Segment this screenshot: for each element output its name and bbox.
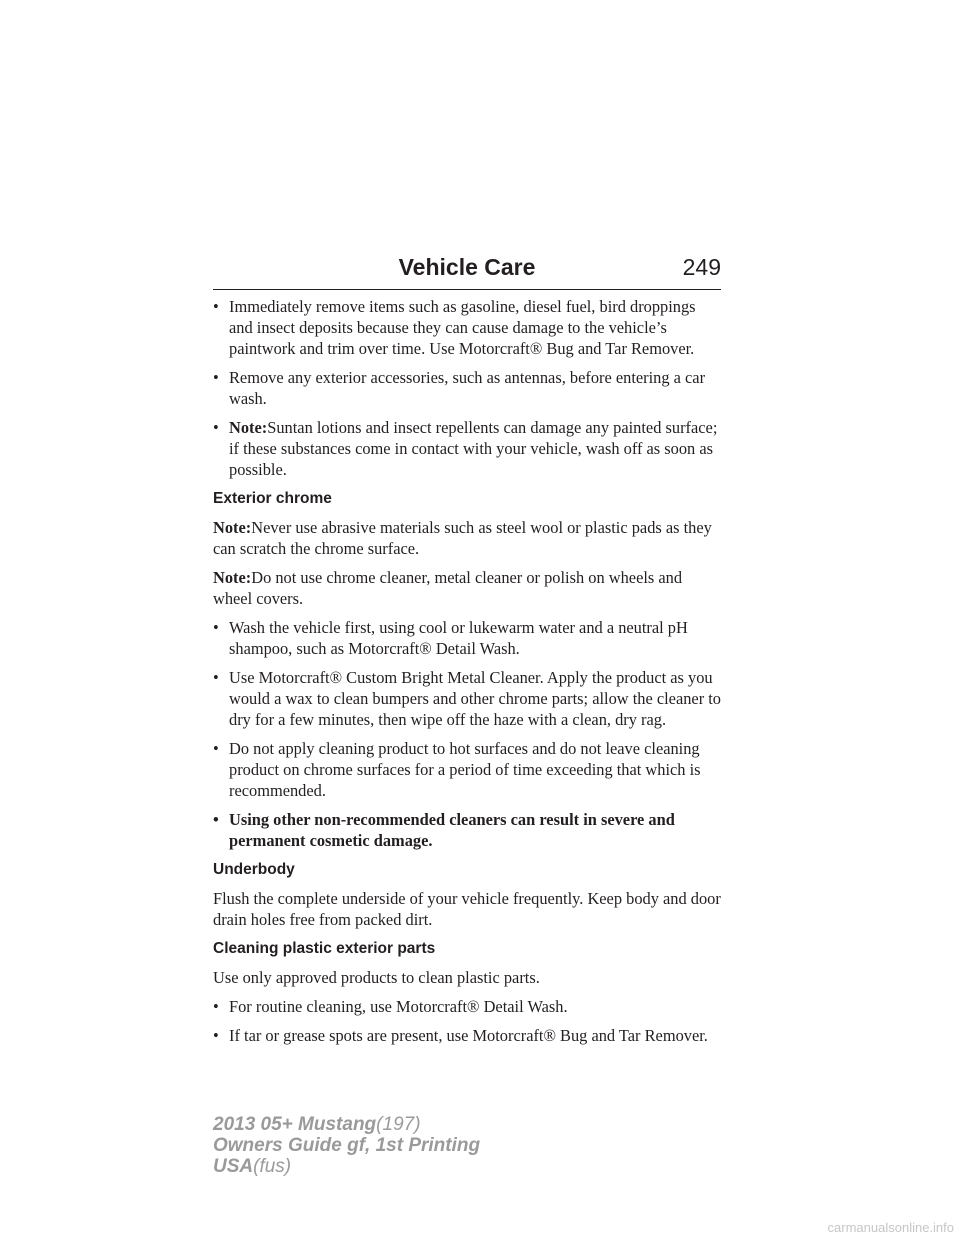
plastic-parts-text: Use only approved products to clean plastic parts. [213,968,540,987]
list-item-text: For routine cleaning, use Motorcraft® Detail Wash. [229,997,568,1016]
list-item [213,667,723,730]
section-heading-plastic-parts: Cleaning plastic exterior parts [213,940,436,957]
list-item-text: Use Motorcraft® Custom Bright Metal Cleaner. Apply the product as you would a wax to clean bumpers and other chrome parts; allow the cleaner to dry for a few minutes, then wipe off the haze with a clean, dry rag. [229,668,721,729]
note-label: Note: [213,568,252,587]
note-label: Note: [229,418,268,437]
note-label: Note: [213,518,252,537]
list-item-text: Wash the vehicle first, using cool or lukewarm water and a neutral pH shampoo, such as Motorcraft® Detail Wash. [229,618,688,658]
chrome-note-1 [213,517,723,559]
section-heading-underbody: Underbody [213,861,295,878]
bullet-marker: • [213,997,219,1016]
underbody-text: Flush the complete underside of your vehicle frequently. Keep body and door drain holes free from packed dirt. [213,889,721,929]
page-content [213,296,723,1054]
warning-list-item [213,809,723,851]
note-text: Suntan lotions and insect repellents can damage any painted surface; if these substances come in contact with your vehicle, wash off as soon as possible. [229,418,718,479]
list-item [213,738,723,801]
page-number: 249 [682,254,721,280]
page-header [213,254,721,294]
footer-line-2: Owners Guide gf, 1st Printing [213,1135,481,1156]
footer-code: (197) [376,1114,421,1135]
list-item [213,617,723,659]
footer-region: USA [213,1156,254,1177]
section-title: Vehicle Care [398,254,536,280]
bullet-marker: • [213,418,219,437]
list-item [213,367,723,409]
chrome-note-2 [213,567,723,609]
bullet-marker: • [213,739,219,758]
list-item [213,296,723,359]
note-list-item [213,417,723,480]
bullet-marker: • [213,668,219,687]
bullet-marker: • [213,297,219,316]
bullet-marker: • [213,1026,219,1045]
list-item [213,996,723,1017]
footer-model: 2013 05+ Mustang [213,1114,377,1135]
footer-region-code: (fus) [253,1156,292,1177]
list-item-text: If tar or grease spots are present, use Motorcraft® Bug and Tar Remover. [229,1026,708,1045]
note-text: Never use abrasive materials such as steel wool or plastic pads as they can scratch the chrome surface. [213,518,712,558]
section-heading-exterior-chrome: Exterior chrome [213,490,332,507]
footer-line-1 [213,1114,613,1135]
bullet-marker: • [213,368,219,387]
footer-line-3 [213,1156,613,1177]
note-text: Do not use chrome cleaner, metal cleaner or polish on wheels and wheel covers. [213,568,683,608]
bullet-marker: • [213,618,219,637]
bullet-marker: • [213,810,219,829]
print-footer [213,1114,613,1177]
header-divider [213,289,721,290]
list-item-text: Remove any exterior accessories, such as antennas, before entering a car wash. [229,368,706,408]
list-item [213,1025,723,1046]
list-item-text: Do not apply cleaning product to hot surfaces and do not leave cleaning product on chrome surfaces for a period of time exceeding that which is recommended. [229,739,701,800]
watermark-link[interactable]: carmanualsonline.info [827,1220,954,1235]
list-item-text: Immediately remove items such as gasoline, diesel fuel, bird droppings and insect deposits because they can cause damage to the vehicle’s paintwork and trim over time. Use Motorcraft® Bug and Tar Remover. [229,297,696,358]
warning-text: Using other non-recommended cleaners can result in severe and permanent cosmetic damage. [229,810,675,850]
